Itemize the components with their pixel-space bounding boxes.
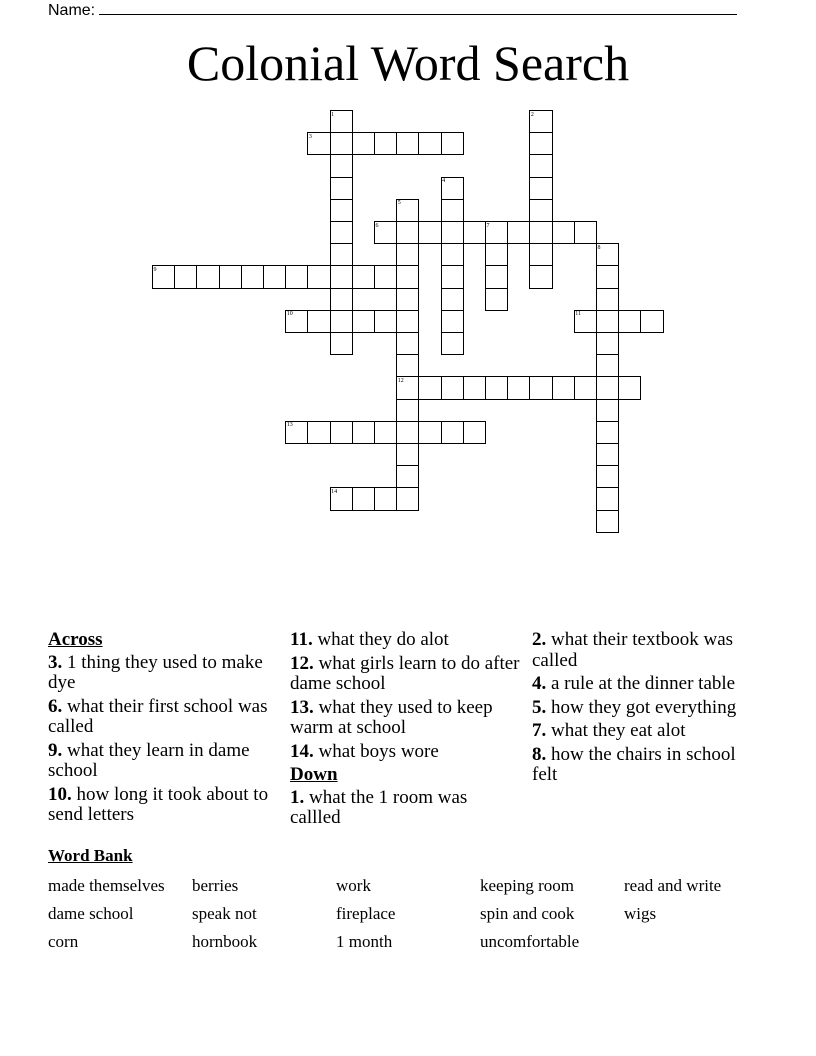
crossword-cell[interactable]	[374, 487, 397, 510]
clue-number-11: 11	[575, 311, 582, 318]
clue-number-6: 6	[375, 222, 379, 229]
crossword-cell[interactable]	[463, 221, 486, 244]
crossword-cell[interactable]	[330, 265, 353, 288]
word-bank-item: fireplace	[336, 904, 396, 923]
crossword-cell[interactable]	[596, 465, 619, 488]
word-bank-item: wigs	[624, 904, 657, 923]
crossword-cell[interactable]	[529, 376, 552, 399]
word-bank-item: spin and cook	[480, 904, 575, 923]
crossword-cell[interactable]	[485, 265, 508, 288]
clue-across-3: 3. 1 thing they used to make dye	[48, 651, 263, 693]
crossword-cell[interactable]	[418, 132, 441, 155]
word-bank-item: uncomfortable	[480, 932, 580, 951]
crossword-cell[interactable]	[596, 487, 619, 510]
crossword-cell[interactable]	[396, 288, 419, 311]
clue-number-13: 13	[286, 422, 293, 429]
crossword-cell[interactable]	[596, 510, 619, 533]
crossword-cell[interactable]	[441, 421, 464, 444]
crossword-cell[interactable]	[441, 132, 464, 155]
crossword-cell[interactable]	[574, 221, 597, 244]
clue-across-12: 12. what girls learn to do after dame school	[290, 652, 520, 694]
crossword-cell[interactable]	[463, 376, 486, 399]
clue-down-2: 2. what their textbook was called	[532, 629, 734, 671]
clue-number-10: 10	[286, 311, 293, 318]
crossword-cell[interactable]	[529, 221, 552, 244]
crossword-cell[interactable]	[330, 421, 353, 444]
clue-number-12: 12	[397, 377, 404, 384]
crossword-cell[interactable]	[396, 354, 419, 377]
crossword-cell[interactable]	[396, 399, 419, 422]
crossword-cell[interactable]	[352, 487, 375, 510]
crossword-cell[interactable]	[596, 288, 619, 311]
name-label: Name:	[48, 2, 96, 19]
crossword-cell[interactable]	[529, 177, 552, 200]
crossword-cell[interactable]	[396, 310, 419, 333]
crossword-cell[interactable]	[618, 310, 641, 333]
crossword-cell[interactable]	[618, 376, 641, 399]
clue-down-5: 5. how they got everything	[532, 696, 737, 718]
crossword-cell[interactable]	[441, 221, 464, 244]
crossword-cell[interactable]	[374, 265, 397, 288]
clue-number-3: 3	[308, 133, 312, 140]
crossword-cell[interactable]	[196, 265, 219, 288]
crossword-cell[interactable]	[241, 265, 264, 288]
crossword-cell[interactable]	[396, 265, 419, 288]
word-bank-item: berries	[192, 876, 239, 895]
crossword-cell[interactable]	[441, 288, 464, 311]
clue-number-2: 2	[530, 111, 534, 118]
crossword-cell[interactable]	[396, 132, 419, 155]
crossword-cell[interactable]	[640, 310, 663, 333]
crossword-cell[interactable]	[529, 154, 552, 177]
crossword-cell[interactable]	[352, 265, 375, 288]
crossword-cell[interactable]	[596, 443, 619, 466]
crossword-cell[interactable]	[330, 243, 353, 266]
crossword-cell[interactable]	[396, 243, 419, 266]
word-bank-item: 1 month	[336, 932, 393, 951]
crossword-cell[interactable]	[596, 265, 619, 288]
clue-across-14: 14. what boys wore	[290, 740, 439, 762]
crossword-cell[interactable]	[396, 332, 419, 355]
down-heading: Down	[290, 764, 338, 785]
crossword-cell[interactable]	[596, 421, 619, 444]
clues-column-3	[532, 630, 762, 789]
word-bank-item: read and write	[624, 876, 722, 895]
word-bank-item: hornbook	[192, 932, 258, 951]
crossword-cell[interactable]	[596, 376, 619, 399]
crossword-cell[interactable]	[507, 221, 530, 244]
crossword-cell[interactable]	[330, 177, 353, 200]
crossword-cell[interactable]	[441, 376, 464, 399]
crossword-cell[interactable]	[418, 376, 441, 399]
page-title: Colonial Word Search	[186, 35, 630, 91]
clue-number-9: 9	[153, 266, 157, 273]
crossword-cell[interactable]	[596, 399, 619, 422]
crossword-cell[interactable]	[463, 421, 486, 444]
crossword-cell[interactable]	[396, 465, 419, 488]
crossword-cell[interactable]	[352, 310, 375, 333]
word-bank-item: speak not	[192, 904, 257, 923]
crossword-cell[interactable]	[263, 265, 286, 288]
crossword-cell[interactable]	[330, 154, 353, 177]
clue-across-10: 10. how long it took about to send letters	[48, 783, 269, 825]
crossword-cell[interactable]	[441, 199, 464, 222]
clues-column-2	[290, 630, 520, 832]
crossword-cell[interactable]	[396, 421, 419, 444]
crossword-cell[interactable]	[552, 221, 575, 244]
crossword-cell[interactable]	[596, 354, 619, 377]
crossword-cell[interactable]	[352, 132, 375, 155]
crossword-cell[interactable]	[307, 265, 330, 288]
crossword-cell[interactable]	[529, 243, 552, 266]
clue-down-7: 7. what they eat alot	[532, 720, 686, 741]
crossword-cell[interactable]	[330, 221, 353, 244]
crossword-cell[interactable]	[507, 376, 530, 399]
crossword-cell[interactable]	[374, 132, 397, 155]
word-bank-item: dame school	[48, 904, 134, 923]
word-bank-item: work	[336, 876, 371, 895]
clue-across-11: 11. what they do alot	[290, 629, 449, 650]
clue-number-4: 4	[442, 178, 446, 185]
clue-down-4: 4. a rule at the dinner table	[532, 673, 736, 694]
crossword-cell[interactable]	[529, 199, 552, 222]
clue-down-1: 1. what the 1 room was callled	[290, 786, 468, 828]
crossword-cell[interactable]	[418, 221, 441, 244]
crossword-cell[interactable]	[396, 221, 419, 244]
clue-number-8: 8	[597, 244, 601, 251]
clues-column-1	[48, 630, 278, 829]
word-bank-item: keeping room	[480, 876, 574, 895]
crossword-cell[interactable]	[307, 421, 330, 444]
crossword-cell[interactable]	[529, 265, 552, 288]
clue-number-1: 1	[331, 111, 335, 118]
crossword-cell[interactable]	[596, 332, 619, 355]
word-bank-item: made themselves	[48, 876, 165, 895]
crossword-cell[interactable]	[485, 243, 508, 266]
crossword-cell[interactable]	[529, 132, 552, 155]
crossword-cell[interactable]	[352, 421, 375, 444]
crossword-cell[interactable]	[285, 265, 308, 288]
clue-number-5: 5	[397, 200, 401, 207]
word-bank-heading: Word Bank	[48, 846, 133, 865]
clue-down-8: 8. how the chairs in school felt	[532, 743, 736, 785]
clue-across-6: 6. what their first school was called	[48, 695, 268, 737]
crossword-cell[interactable]	[441, 310, 464, 333]
crossword-cell[interactable]	[330, 132, 353, 155]
crossword-cell[interactable]	[552, 376, 575, 399]
crossword-cell[interactable]	[307, 310, 330, 333]
crossword-cell[interactable]	[485, 288, 508, 311]
clue-number-14: 14	[331, 488, 338, 495]
crossword-cell[interactable]	[396, 443, 419, 466]
crossword-cell[interactable]	[441, 243, 464, 266]
crossword-cell[interactable]	[596, 310, 619, 333]
crossword-cell[interactable]	[441, 265, 464, 288]
crossword-cell[interactable]	[174, 265, 197, 288]
crossword-cell[interactable]	[330, 332, 353, 355]
crossword-cell[interactable]	[219, 265, 242, 288]
crossword-cell[interactable]	[441, 332, 464, 355]
clue-number-7: 7	[486, 222, 490, 229]
crossword-cell[interactable]	[330, 310, 353, 333]
crossword-cell[interactable]	[330, 199, 353, 222]
clue-across-13: 13. what they used to keep warm at school	[290, 696, 493, 738]
crossword-cell[interactable]	[330, 288, 353, 311]
crossword-cell[interactable]	[396, 487, 419, 510]
crossword-cell[interactable]	[418, 421, 441, 444]
word-bank-item: corn	[48, 932, 79, 951]
crossword-cell[interactable]	[374, 421, 397, 444]
across-heading: Across	[48, 629, 103, 650]
clue-across-9: 9. what they learn in dame school	[48, 739, 250, 781]
crossword-cell[interactable]	[374, 310, 397, 333]
crossword-cell[interactable]	[574, 376, 597, 399]
crossword-cell[interactable]	[485, 376, 508, 399]
